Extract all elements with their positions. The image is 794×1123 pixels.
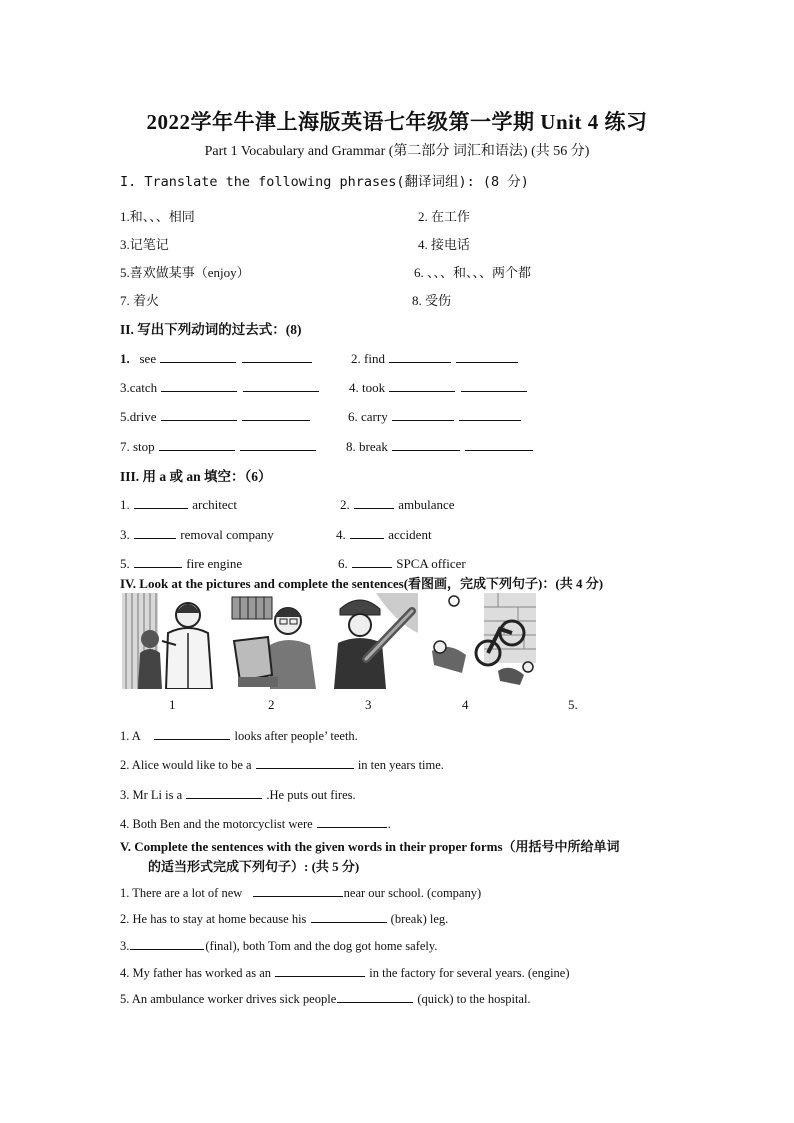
s3-item-text: fire engine [186,556,243,571]
sentence-end: near our school. (company) [343,886,482,900]
s5-sentence [120,964,570,981]
page-subtitle: Part 1 Vocabulary and Grammar (第二部分 词汇和语法) (共 56 分) [204,144,590,159]
sentence-end: (break) leg. [390,912,449,926]
answer-blank[interactable] [161,379,237,392]
s1-item-6: 6. 、、、和、、、两个都 [414,265,532,280]
s1-item-8: 8. 受伤 [412,293,452,308]
answer-blank[interactable] [389,379,455,392]
s1-item-4: 4. 接电话 [418,237,471,252]
answer-blank[interactable] [337,990,413,1003]
sentence-end: . [387,817,391,831]
answer-blank[interactable] [461,379,527,392]
sentence-start: 2. He has to stay at home because his [120,912,307,926]
s3-item-num: 4. [336,527,346,542]
answer-blank[interactable] [134,526,176,539]
s1-item-3: 3.记笔记 [120,237,169,252]
sentence-end: in ten years time. [357,758,444,772]
s4-sentence [120,756,444,773]
dentist-picture [122,593,218,689]
page-title: 2022学年牛津上海版英语七年级第一学期 Unit 4 练习 [146,110,648,134]
answer-blank[interactable] [242,350,312,363]
s3-item-num: 3. [120,527,130,542]
s1-item-2: 2. 在工作 [418,209,471,224]
s3-item [120,496,237,513]
section-5-heading: V. Complete the sentences with the given words in their proper forms（用括号中所给单词 [120,839,620,854]
s4-sentence [120,727,358,744]
s2-item [351,350,519,367]
answer-blank[interactable] [256,756,354,769]
picture-label-1: 1 [169,697,176,712]
s3-item-text: removal company [180,527,274,542]
s5-sentence [120,990,531,1007]
s2-item [120,379,320,396]
answer-blank[interactable] [243,379,319,392]
answer-blank[interactable] [456,350,518,363]
s3-item [336,526,432,543]
sentence-start: 3. [120,939,130,953]
answer-blank[interactable] [160,350,236,363]
s2-item-word: carry [361,409,388,424]
s1-item-5: 5.喜欢做某事（enjoy） [120,265,250,280]
answer-blank[interactable] [352,555,392,568]
s2-item-num: 7. [120,439,130,454]
answer-blank[interactable] [392,408,454,421]
s2-item-word: break [359,439,388,454]
answer-blank[interactable] [253,884,343,897]
s2-item [348,408,522,425]
s2-item-word: stop [133,439,155,454]
s2-item [120,408,311,425]
section-3-heading: III. 用 a 或 an 填空：（6） [120,469,272,484]
accident-picture [428,593,536,689]
s3-item-num: 2. [340,497,350,512]
picture-label-5: 5. [568,697,578,712]
s2-item-num: 1. [120,351,130,366]
s2-item-num: 5. [120,409,130,424]
s5-sentence [120,910,448,927]
s2-item [349,379,528,396]
answer-blank[interactable] [154,727,230,740]
sentence-end: .He puts out fires. [266,788,356,802]
s3-item [120,555,242,572]
s2-item-word: drive [129,409,157,424]
answer-blank[interactable] [134,496,188,509]
s3-item [120,526,274,543]
answer-blank[interactable] [317,815,387,828]
s3-item-text: SPCA officer [396,556,466,571]
s3-item-num: 5. [120,556,130,571]
sentence-start: 1. A [120,729,141,743]
s2-item [120,350,313,367]
s2-item-word: see [139,351,157,366]
picture-label-2: 2 [268,697,275,712]
s2-item-word: catch [129,380,158,395]
s3-item [340,496,455,513]
sentence-start: 5. An ambulance worker drives sick people [120,992,337,1006]
answer-blank[interactable] [159,438,235,451]
s3-item [338,555,466,572]
s3-item-num: 1. [120,497,130,512]
s3-item-text: accident [388,527,432,542]
sentence-end: in the factory for several years. (engine) [369,966,570,980]
section-4-heading: IV. Look at the pictures and complete the sentences(看图画，完成下列句子)：(共 4 分) [120,576,604,591]
answer-blank[interactable] [389,350,451,363]
answer-blank[interactable] [354,496,394,509]
answer-blank[interactable] [130,937,204,950]
s2-item-word: took [362,380,386,395]
answer-blank[interactable] [240,438,316,451]
sentence-end: looks after people’ teeth. [234,729,358,743]
s4-sentence [120,786,356,803]
answer-blank[interactable] [459,408,521,421]
s2-item [346,438,534,455]
s2-item [120,438,317,455]
s2-item-num: 6. [348,409,358,424]
answer-blank[interactable] [392,438,460,451]
answer-blank[interactable] [350,526,384,539]
section-1-heading: I. Translate the following phrases(翻译词组): (8 分) [120,174,529,190]
s3-item-text: architect [192,497,237,512]
s2-item-word: find [364,351,385,366]
s2-item-num: 8. [346,439,356,454]
s3-item-num: 6. [338,556,348,571]
fireman-picture [326,593,418,689]
answer-blank[interactable] [161,408,237,421]
sentence-start: 3. Mr Li is a [120,788,183,802]
s2-item-num: 2. [351,351,361,366]
s5-sentence [120,884,481,901]
s1-item-7: 7. 着火 [120,293,160,308]
s3-item-text: ambulance [398,497,455,512]
sentence-end: (final), both Tom and the dog got home safely. [205,939,438,953]
section-2-heading: II. 写出下列动词的过去式：(8) [120,322,302,337]
section-5-heading-cont: 的适当形式完成下列句子）: (共 5 分) [148,859,360,874]
answer-blank[interactable] [186,786,262,799]
picture-label-4: 4 [462,697,469,712]
answer-blank[interactable] [275,964,365,977]
sentence-start: 2. Alice would like to be a [120,758,252,772]
answer-blank[interactable] [465,438,533,451]
architect-picture [230,593,320,689]
sentence-start: 4. Both Ben and the motorcyclist were [120,817,313,831]
s1-item-1: 1.和、、、相同 [120,209,195,224]
s2-item-num: 4. [349,380,359,395]
sentence-start: 1. There are a lot of new [120,886,243,900]
picture-label-3: 3 [365,697,372,712]
answer-blank[interactable] [311,910,387,923]
sentence-end: (quick) to the hospital. [417,992,531,1006]
answer-blank[interactable] [134,555,182,568]
sentence-start: 4. My father has worked as an [120,966,271,980]
s4-sentence [120,815,391,832]
s2-item-num: 3. [120,380,130,395]
answer-blank[interactable] [242,408,310,421]
s5-sentence [120,937,437,954]
